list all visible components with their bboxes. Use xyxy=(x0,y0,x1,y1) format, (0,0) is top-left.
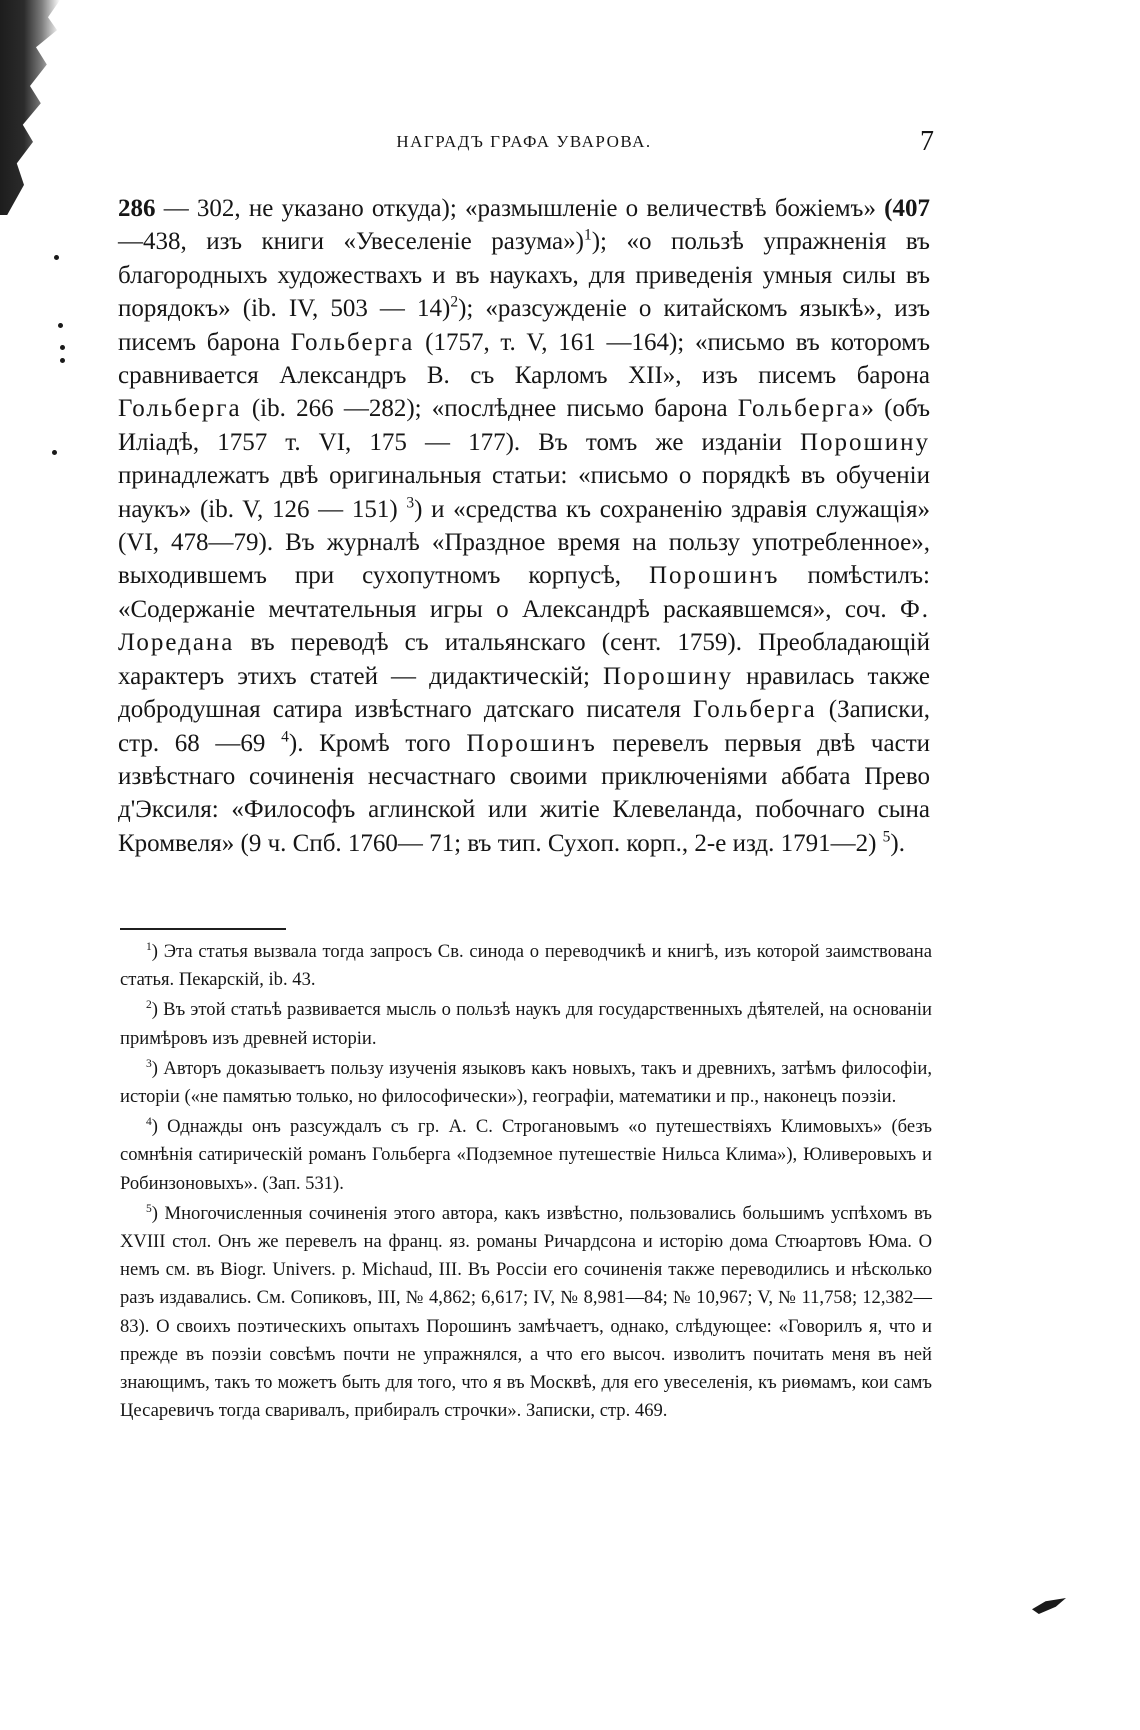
text-run: — 302, не указано откуда); «размышленіе о величествѣ божіемъ» xyxy=(155,195,885,222)
footnote-ref: 3 xyxy=(406,494,415,512)
text-run: ) и «средства къ сохраненію здравія служащія» (VI, 478—79). Въ журналѣ «Праздное время на пользу употребленное», выходившемъ при сухопутномъ корпусѣ, xyxy=(118,495,930,590)
text-run: » (объ Иліадѣ, 1757 т. VI, 175 — 177). Въ томъ же изданіи xyxy=(118,395,930,456)
person-name: Порошинъ xyxy=(466,729,597,757)
page-header xyxy=(120,126,934,168)
person-name: Гольберга xyxy=(118,395,242,423)
scan-speck xyxy=(60,358,65,363)
footnote-number: 1 xyxy=(146,940,152,953)
scan-speck xyxy=(54,255,59,260)
text-run: принадлежатъ двѣ оригинальныя статьи: «письмо о порядкѣ въ обученіи наукъ» (ib. V, 126 — 151) xyxy=(118,462,930,523)
footnote-text: ) Многочисленныя сочиненія этого автора, какъ извѣстно, пользовались большимъ успѣхомъ въ XVIII стол. Онъ же перевелъ на франц. яз. романы Ричардсона и исторію дома Стюартовъ Юма. О немъ см. въ Biogr. Univers. p. Michaud, III. Въ Россіи его сочиненія также переводились и нѣсколько разъ издавались. См. Сопиковъ, III, № 4,862; 6,617; IV, № 8,981—84; № 10,967; V, № 11,758; 12,382—83). О своихъ поэтическихъ опытахъ Порошинъ замѣчаетъ, однако, слѣдующее: «Говорилъ я, что и прежде въ поэзіи совсѣмъ почти не упражнялся, а что его высоч. изволитъ почитать меня въ ней знающимъ, такъ то можетъ быть для того, что я въ Москвѣ, для его увеселенія, къ риѳмамъ, кои самъ Цесаревичъ тогда сваривалъ, прибиралъ строчки». Записки, стр. 469. xyxy=(120,1202,932,1422)
footnote xyxy=(120,1055,932,1111)
main-paragraph xyxy=(118,192,930,860)
text-run: (Записки, стр. 68 —69 xyxy=(118,696,930,757)
scan-edge-mark xyxy=(0,0,60,215)
footnote-ref: 1 xyxy=(583,227,592,245)
footnote-number: 4 xyxy=(146,1116,152,1129)
scan-speck xyxy=(58,323,63,328)
text-run: нравилась также добродушная сатира извѣстнаго датскаго писателя xyxy=(118,662,931,724)
footnote xyxy=(120,1113,932,1198)
person-name: Гольберга xyxy=(693,696,817,724)
person-name: Гольберга xyxy=(290,328,415,356)
footnote-text: ) Авторъ доказываетъ пользу изученія языковъ какъ новыхъ, такъ и древнихъ, затѣмъ философіи, исторіи («не памятью только, но философически»), географіи, математики и пр., наконецъ поэзіи. xyxy=(120,1057,932,1108)
footnote-number: 2 xyxy=(146,999,152,1012)
footnotes xyxy=(120,938,932,1427)
footnote xyxy=(120,1200,932,1426)
text-run: ); «о пользѣ упражненія въ благородныхъ художествахъ и въ наукахъ, для приведенія умныя силы въ порядокъ» (ib. IV, 503 — 14) xyxy=(118,228,930,323)
text-run: 286 xyxy=(118,195,156,222)
person-name: Ф. Лоредана xyxy=(118,595,930,657)
text-run: ); «разсужденіе о китайскомъ языкѣ», изъ писемъ барона xyxy=(118,295,930,356)
footnote xyxy=(120,996,932,1052)
person-name: Гольберга xyxy=(737,395,862,423)
footnote-ref: 2 xyxy=(450,293,459,311)
footnote-ref: 5 xyxy=(882,828,891,846)
text-run: (1757, т. V, 161 —164); «письмо въ которомъ сравнивается Александръ В. съ Карломъ XII», изъ писемъ барона xyxy=(118,328,930,390)
footnote-ref: 4 xyxy=(281,728,289,746)
text-run: (407 xyxy=(884,195,930,222)
footnote-number: 5 xyxy=(146,1202,152,1215)
footnote xyxy=(120,938,932,994)
running-title: НАГРАДЪ ГРАФА УВАРОВА. xyxy=(396,132,652,151)
footnote-text: ) Однажды онъ разсуждалъ съ гр. А. С. Строгановымъ «о путешествіяхъ Климовыхъ» (безъ сомнѣнія сатирическій романъ Гольберга «Подземное путешествіе Нильса Клима»), Юливеровыхъ и Робинзоновыхъ». (Зап. 531). xyxy=(120,1116,932,1194)
person-name: Порошину xyxy=(603,662,734,690)
text-run: (ib. 266 —282); «послѣднее письмо барона xyxy=(241,395,738,423)
person-name: Порошину xyxy=(799,428,930,456)
text-run: ). Кромѣ того xyxy=(288,729,467,757)
footnote-text: ) Эта статья вызвала тогда запросъ Св. синода о переводчикѣ и книгѣ, изъ которой заимствована статья. Пекарскій, ib. 43. xyxy=(120,941,932,991)
scan-speck xyxy=(52,450,57,455)
text-run: —438, изъ книги «Увеселеніе разума») xyxy=(118,228,584,256)
page-number: 7 xyxy=(920,126,934,157)
scan-speck xyxy=(60,345,65,350)
text-run: въ переводѣ съ итальянскаго (сент. 1759). Преобладающій характеръ этихъ статей — дидактическій; xyxy=(118,629,930,690)
text-run: перевелъ первыя двѣ части извѣстнаго сочиненія несчастнаго своими приключеніями аббата Прево д'Эксиля: «Философъ аглинской или житіе Клевеланда, побочнаго сына Кромвеля» (9 ч. Спб. 1760— 71; въ тип. Сухоп. корп., 2-е изд. 1791—2) xyxy=(118,729,930,857)
person-name: Порошинъ xyxy=(648,562,780,590)
text-run: помѣстилъ: «Содержаніе мечтательныя игры о Александрѣ раскаявшемся», соч. xyxy=(118,562,930,623)
footnote-number: 3 xyxy=(146,1057,152,1070)
footnote-divider xyxy=(120,928,286,930)
footnote-text: ) Въ этой статьѣ развивается мысль о пользѣ наукъ для государственныхъ дѣятелей, на основаніи примѣровъ изъ древней исторіи. xyxy=(120,999,932,1049)
text-run: ). xyxy=(890,829,905,857)
scan-smudge xyxy=(1032,1598,1066,1614)
